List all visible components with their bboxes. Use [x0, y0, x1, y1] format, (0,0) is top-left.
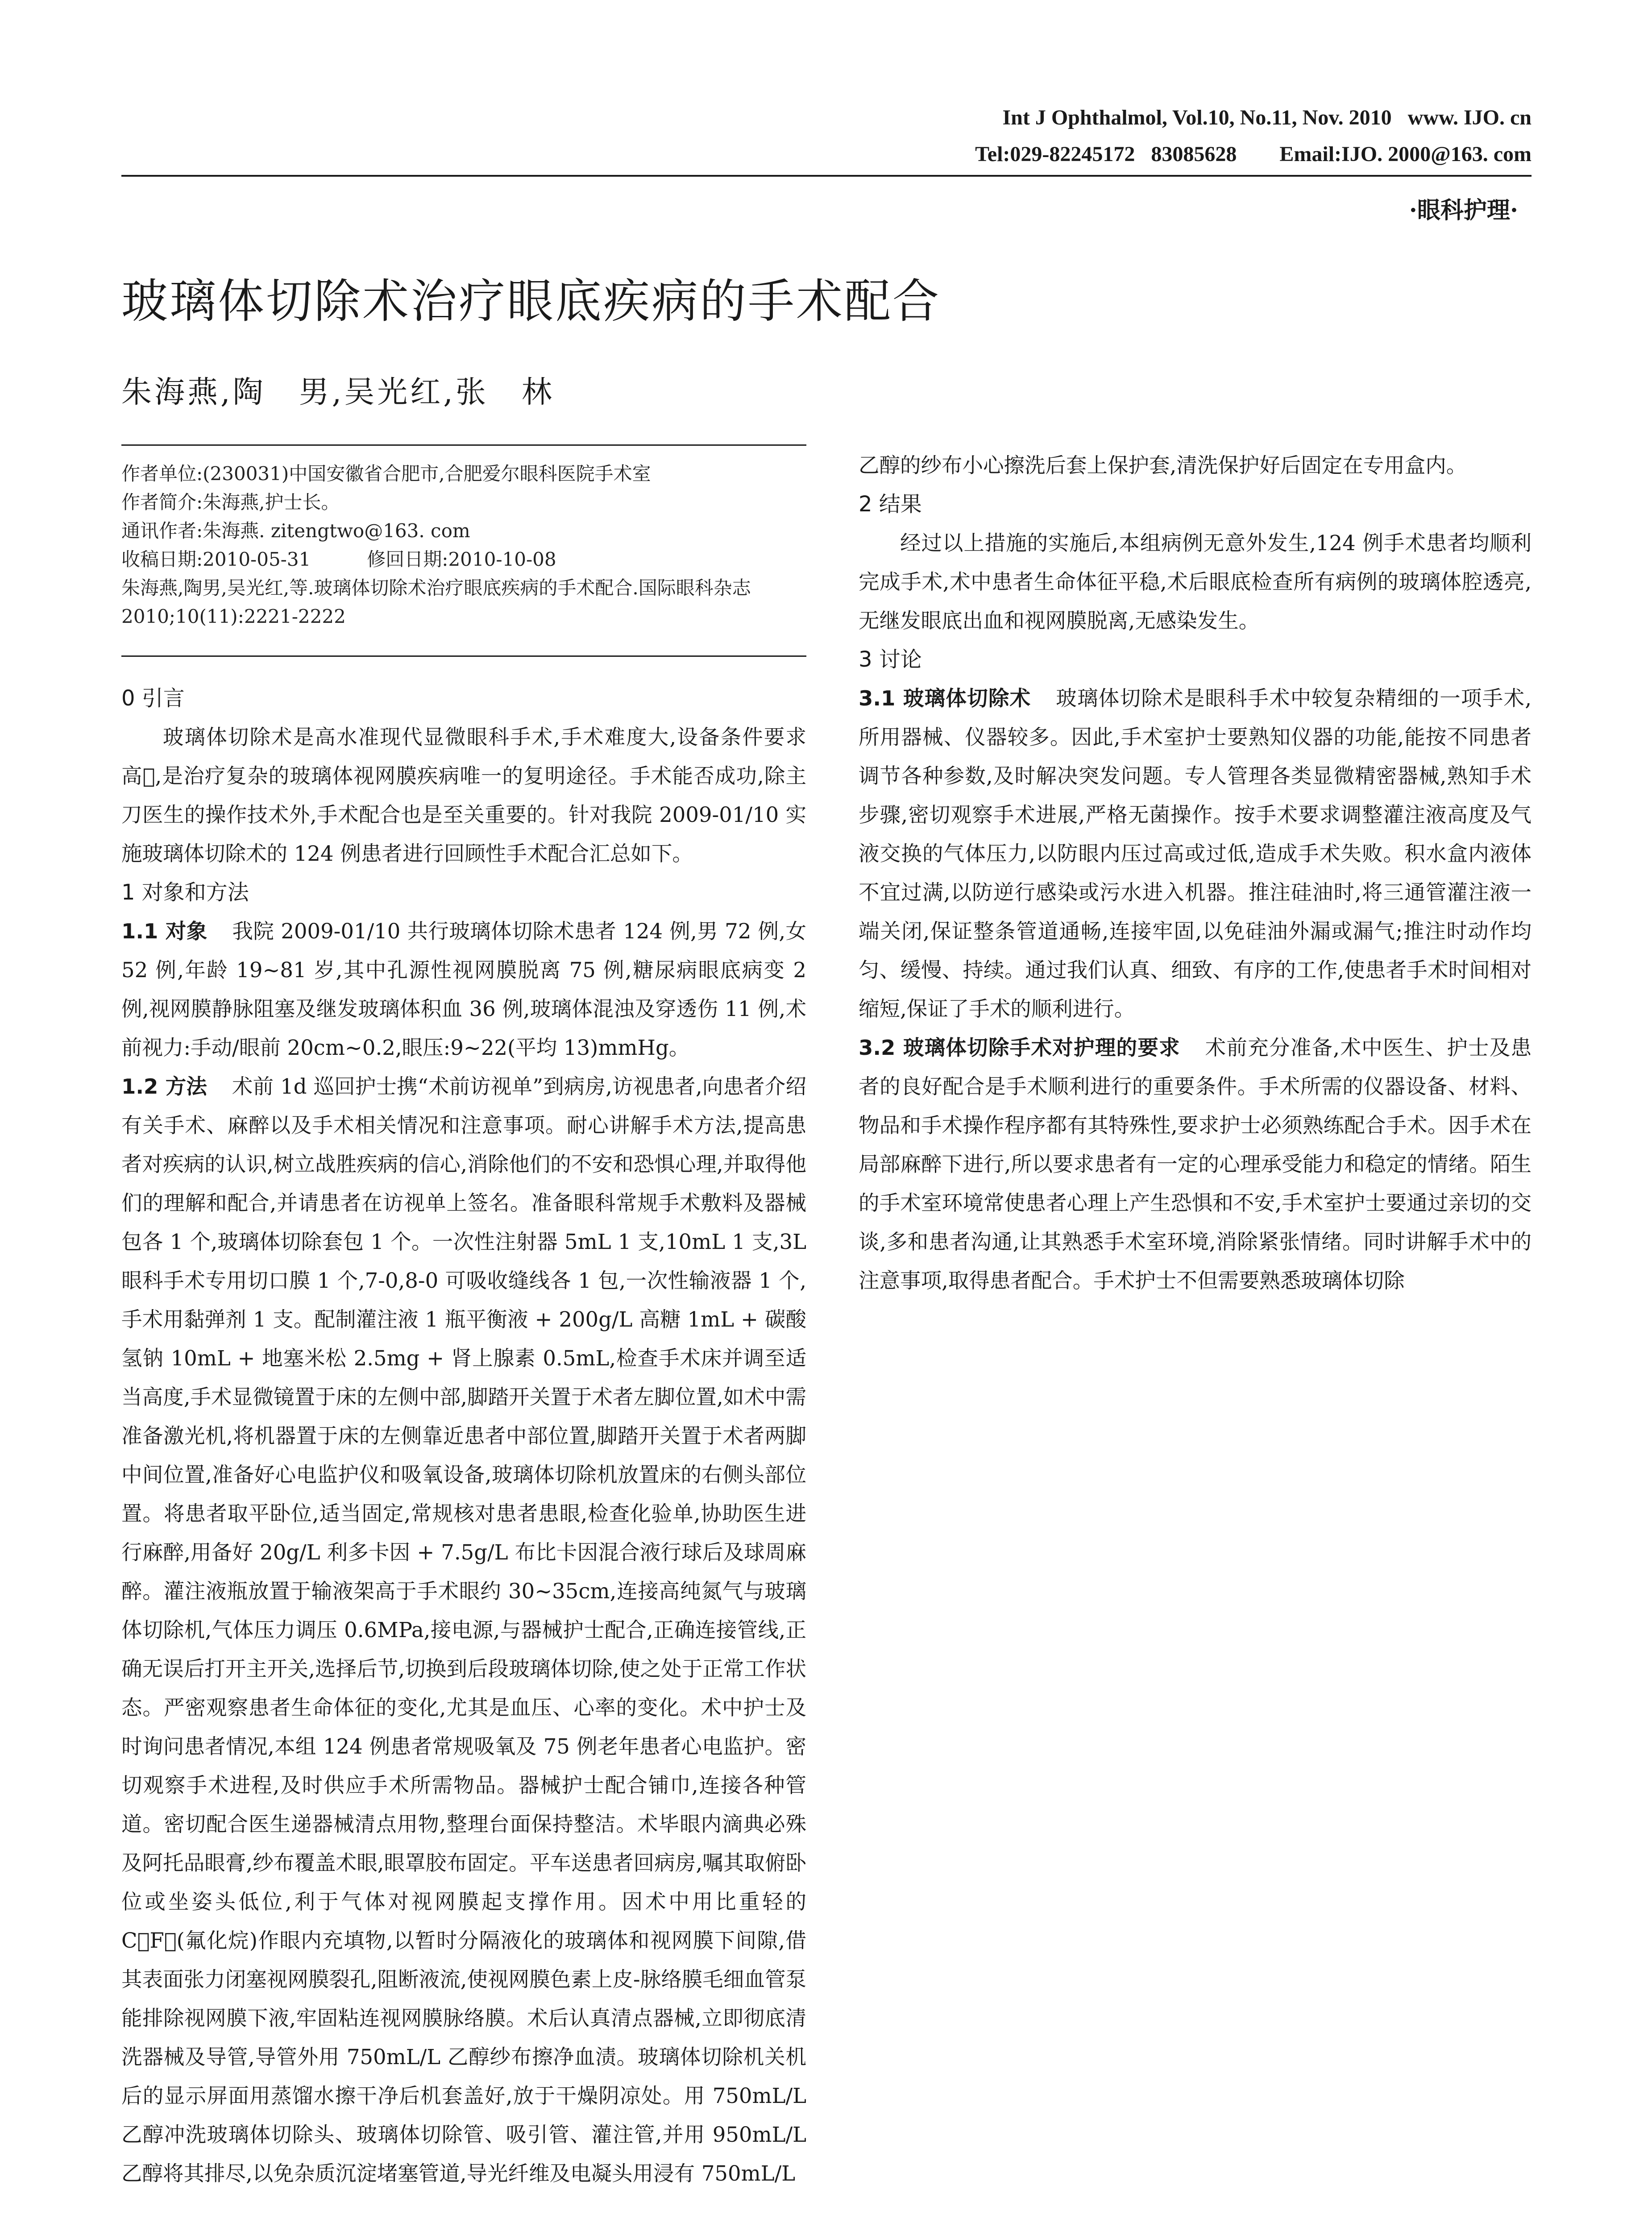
nursing-label: 3.2 玻璃体切除手术对护理的要求 [859, 1036, 1180, 1060]
citation: 朱海燕,陶男,吴光红,等.玻璃体切除术治疗眼底疾病的手术配合.国际眼科杂志 2010;10(11):2221-2222 [121, 577, 751, 627]
subjects-paragraph [121, 912, 806, 1067]
intro-heading: 0 引言 [121, 686, 185, 711]
affiliation: 作者单位:(230031)中国安徽省合肥市,合肥爱尔眼科医院手术室 [121, 463, 651, 485]
vitrectomy-paragraph [859, 679, 1532, 1028]
meta-rule [121, 655, 806, 657]
journal-header-line2: Tel:029-82245172 83085628 Email:IJO. 2000@163. com [975, 142, 1532, 166]
header-rule [121, 175, 1532, 177]
methods-text: 术前 1d 巡回护士携“术前访视单”到病房,访视患者,向患者介绍有关手术、麻醉以及手术相关情况和注意事项。耐心讲解手术方法,提高患者对疾病的认识,树立战胜疾病的信心,消除他们的不安和恐惧心理,并取得他们的理解和配合,并请患者在访视单上签名。准备眼科常规手术敷料及器械包各 1 个,玻璃体切除套包 1 个。一次性注射器 5mL 1 支,10mL 1 支,3L 眼科手术专用切口膜 1 个,7-0,8-0 可吸收缝线各 1 包,一次性输液器 1 个,手术用黏弹剂 1 支。配制灌注液 1 瓶平衡液 + 200g/L 高糖 1mL + 碳酸氢钠 10mL + 地塞米松 2.5mg + 肾上腺素 0.5mL,检查手术床并调至适当高度,手术显微镜置于床的左侧中部,脚踏开关置于术者左脚位置,如术中需准备激光机,将机器置于床的左侧靠近患者中部位置,脚踏开关置于术者两脚中间位置,准备好心电监护仪和吸氧设备,玻璃体切除机放置床的右侧头部位置。将患者取平卧位,适当固定,常规核对患者患眼,检查化验单,协助医生进行麻醉,用备好 20g/L 利多卡因 + 7.5g/L 布比卡因混合液行球后及球周麻醉。灌注液瓶放置于输液架高于手术眼约 30~35cm,连接高纯氮气与玻璃体切除机,气体压力调压 0.6MPa,接电源,与器械护士配合,正确连接管线,正确无误后打开主开关,选择后节,切换到后段玻璃体切除,使之处于正常工作状态。严密观察患者生命体征的变化,尤其是血压、心率的变化。术中护士及时询问患者情况,本组 124 例患者常规吸氧及 75 例老年患者心电监护。密切观察手术进程,及时供应手术所需物品。器械护士配合铺巾,连接各种管道。密切配合医生递器械清点用物,整理台面保持整洁。术毕眼内滴典必殊及阿托品眼膏,纱布覆盖术眼,眼罩胶布固定。平车送患者回病房,嘱其取俯卧位或坐姿头低位,利于气体对视网膜起支撑作用。因术中用比重轻的 C F (氟化烷)作眼内充填物,以暂时分隔液化的玻璃体和视网膜下间隙,借其表面张力闭塞视网膜裂孔,阻断液流,使视网膜色素上皮-脉络膜毛细血管泵能排除视网膜下液,牢固粘连视网膜脉络膜。术后认真清点器械,立即彻底清洗器械及导管,导管外用 750mL/L 乙醇纱布擦净血渍。玻璃体切除机关机后的显示屏面用蒸馏水擦干净后机套盖好,放于干燥阴凉处。用 750mL/L 乙醇冲洗玻璃体切除头、玻璃体切除管、吸引管、灌注管,并用 950mL/L 乙醇将其排尽,以免杂质沉淀堵塞管道,导光纤维及电凝头用浸有 750mL/L [121, 1074, 806, 2185]
methods-continued: 乙醇的纱布小心擦洗后套上保护套,清洗保护好后固定在专用盒内。 [859, 453, 1467, 477]
methods-label: 1.2 方法 [121, 1074, 208, 1099]
author-intro: 作者简介:朱海燕,护士长。 [121, 491, 340, 513]
intro-paragraph: 玻璃体切除术是高水准现代显微眼科手术,手术难度大,设备条件要求高 ,是治疗复杂的玻璃体视网膜疾病唯一的复明途径。手术能否成功,除主刀医生的操作技术外,手术配合也是至关重要的。针对我院 2009-01/10 实施玻璃体切除术的 124 例患者进行回顾性手术配合汇总如下。 [121, 725, 806, 866]
left-column [121, 446, 806, 2193]
received-dates: 收稿日期:2010-05-31 修回日期:2010-10-08 [121, 548, 556, 570]
article-meta [121, 460, 806, 631]
section-tag: ·眼科护理· [1409, 197, 1518, 224]
methods-heading: 1 对象和方法 [121, 880, 249, 905]
discussion-heading: 3 讨论 [859, 647, 922, 672]
article-title: 玻璃体切除术治疗眼底疾病的手术配合 [121, 274, 941, 328]
journal-header-line1: Int J Ophthalmol, Vol.10, No.11, Nov. 2010 www. IJO. cn [1002, 106, 1532, 129]
nursing-paragraph [859, 1028, 1532, 1300]
subjects-text: 我院 2009-01/10 共行玻璃体切除术患者 124 例,男 72 例,女 52 例,年龄 19~81 岁,其中孔源性视网膜脱离 75 例,糖尿病眼底病变 2 例,视网膜静脉阻塞及继发玻璃体积血 36 例,玻璃体混浊及穿透伤 11 例,术前视力:手动/眼前 20cm~0.2,眼压:9~22(平均 13)mmHg。 [121, 919, 806, 1060]
right-column [859, 446, 1532, 1300]
correspondence: 通讯作者:朱海燕. zitengtwo@163. com [121, 520, 470, 542]
results-paragraph: 经过以上措施的实施后,本组病例无意外发生,124 例手术患者均顺利完成手术,术中患者生命体征平稳,术后眼底检查所有病例的玻璃体腔透亮,无继发眼底出血和视网膜脱离,无感染发生。 [859, 531, 1532, 633]
vitrectomy-text: 玻璃体切除术是眼科手术中较复杂精细的一项手术,所用器械、仪器较多。因此,手术室护士要熟知仪器的功能,能按不同患者调节各种参数,及时解决突发问题。专人管理各类显微精密器械,熟知手术步骤,密切观察手术进展,严格无菌操作。按手术要求调整灌注液高度及气液交换的气体压力,以防眼内压过高或过低,造成手术失败。积水盒内液体不宜过满,以防逆行感染或污水进入机器。推注硅油时,将三通管灌注液一端关闭,保证整条管道通畅,连接牢固,以免硅油外漏或漏气;推注时动作均匀、缓慢、持续。通过我们认真、细致、有序的工作,使患者手术时间相对缩短,保证了手术的顺利进行。 [859, 686, 1532, 1021]
nursing-text: 术前充分准备,术中医生、护士及患者的良好配合是手术顺利进行的重要条件。手术所需的仪器设备、材料、物品和手术操作程序都有其特殊性,要求护士必须熟练配合手术。因手术在局部麻醉下进行,所以要求患者有一定的心理承受能力和稳定的情绪。陌生的手术室环境常使患者心理上产生恐惧和不安,手术室护士要通过亲切的交谈,多和患者沟通,让其熟悉手术室环境,消除紧张情绪。同时讲解手术中的注意事项,取得患者配合。手术护士不但需要熟悉玻璃体切除 [859, 1036, 1532, 1293]
methods-paragraph [121, 1067, 806, 2193]
results-heading: 2 结果 [859, 492, 922, 517]
title-rule [121, 444, 806, 446]
vitrectomy-label: 3.1 玻璃体切除术 [859, 686, 1031, 710]
subjects-label: 1.1 对象 [121, 919, 208, 943]
author-list: 朱海燕,陶 男,吴光红,张 林 [121, 375, 555, 410]
